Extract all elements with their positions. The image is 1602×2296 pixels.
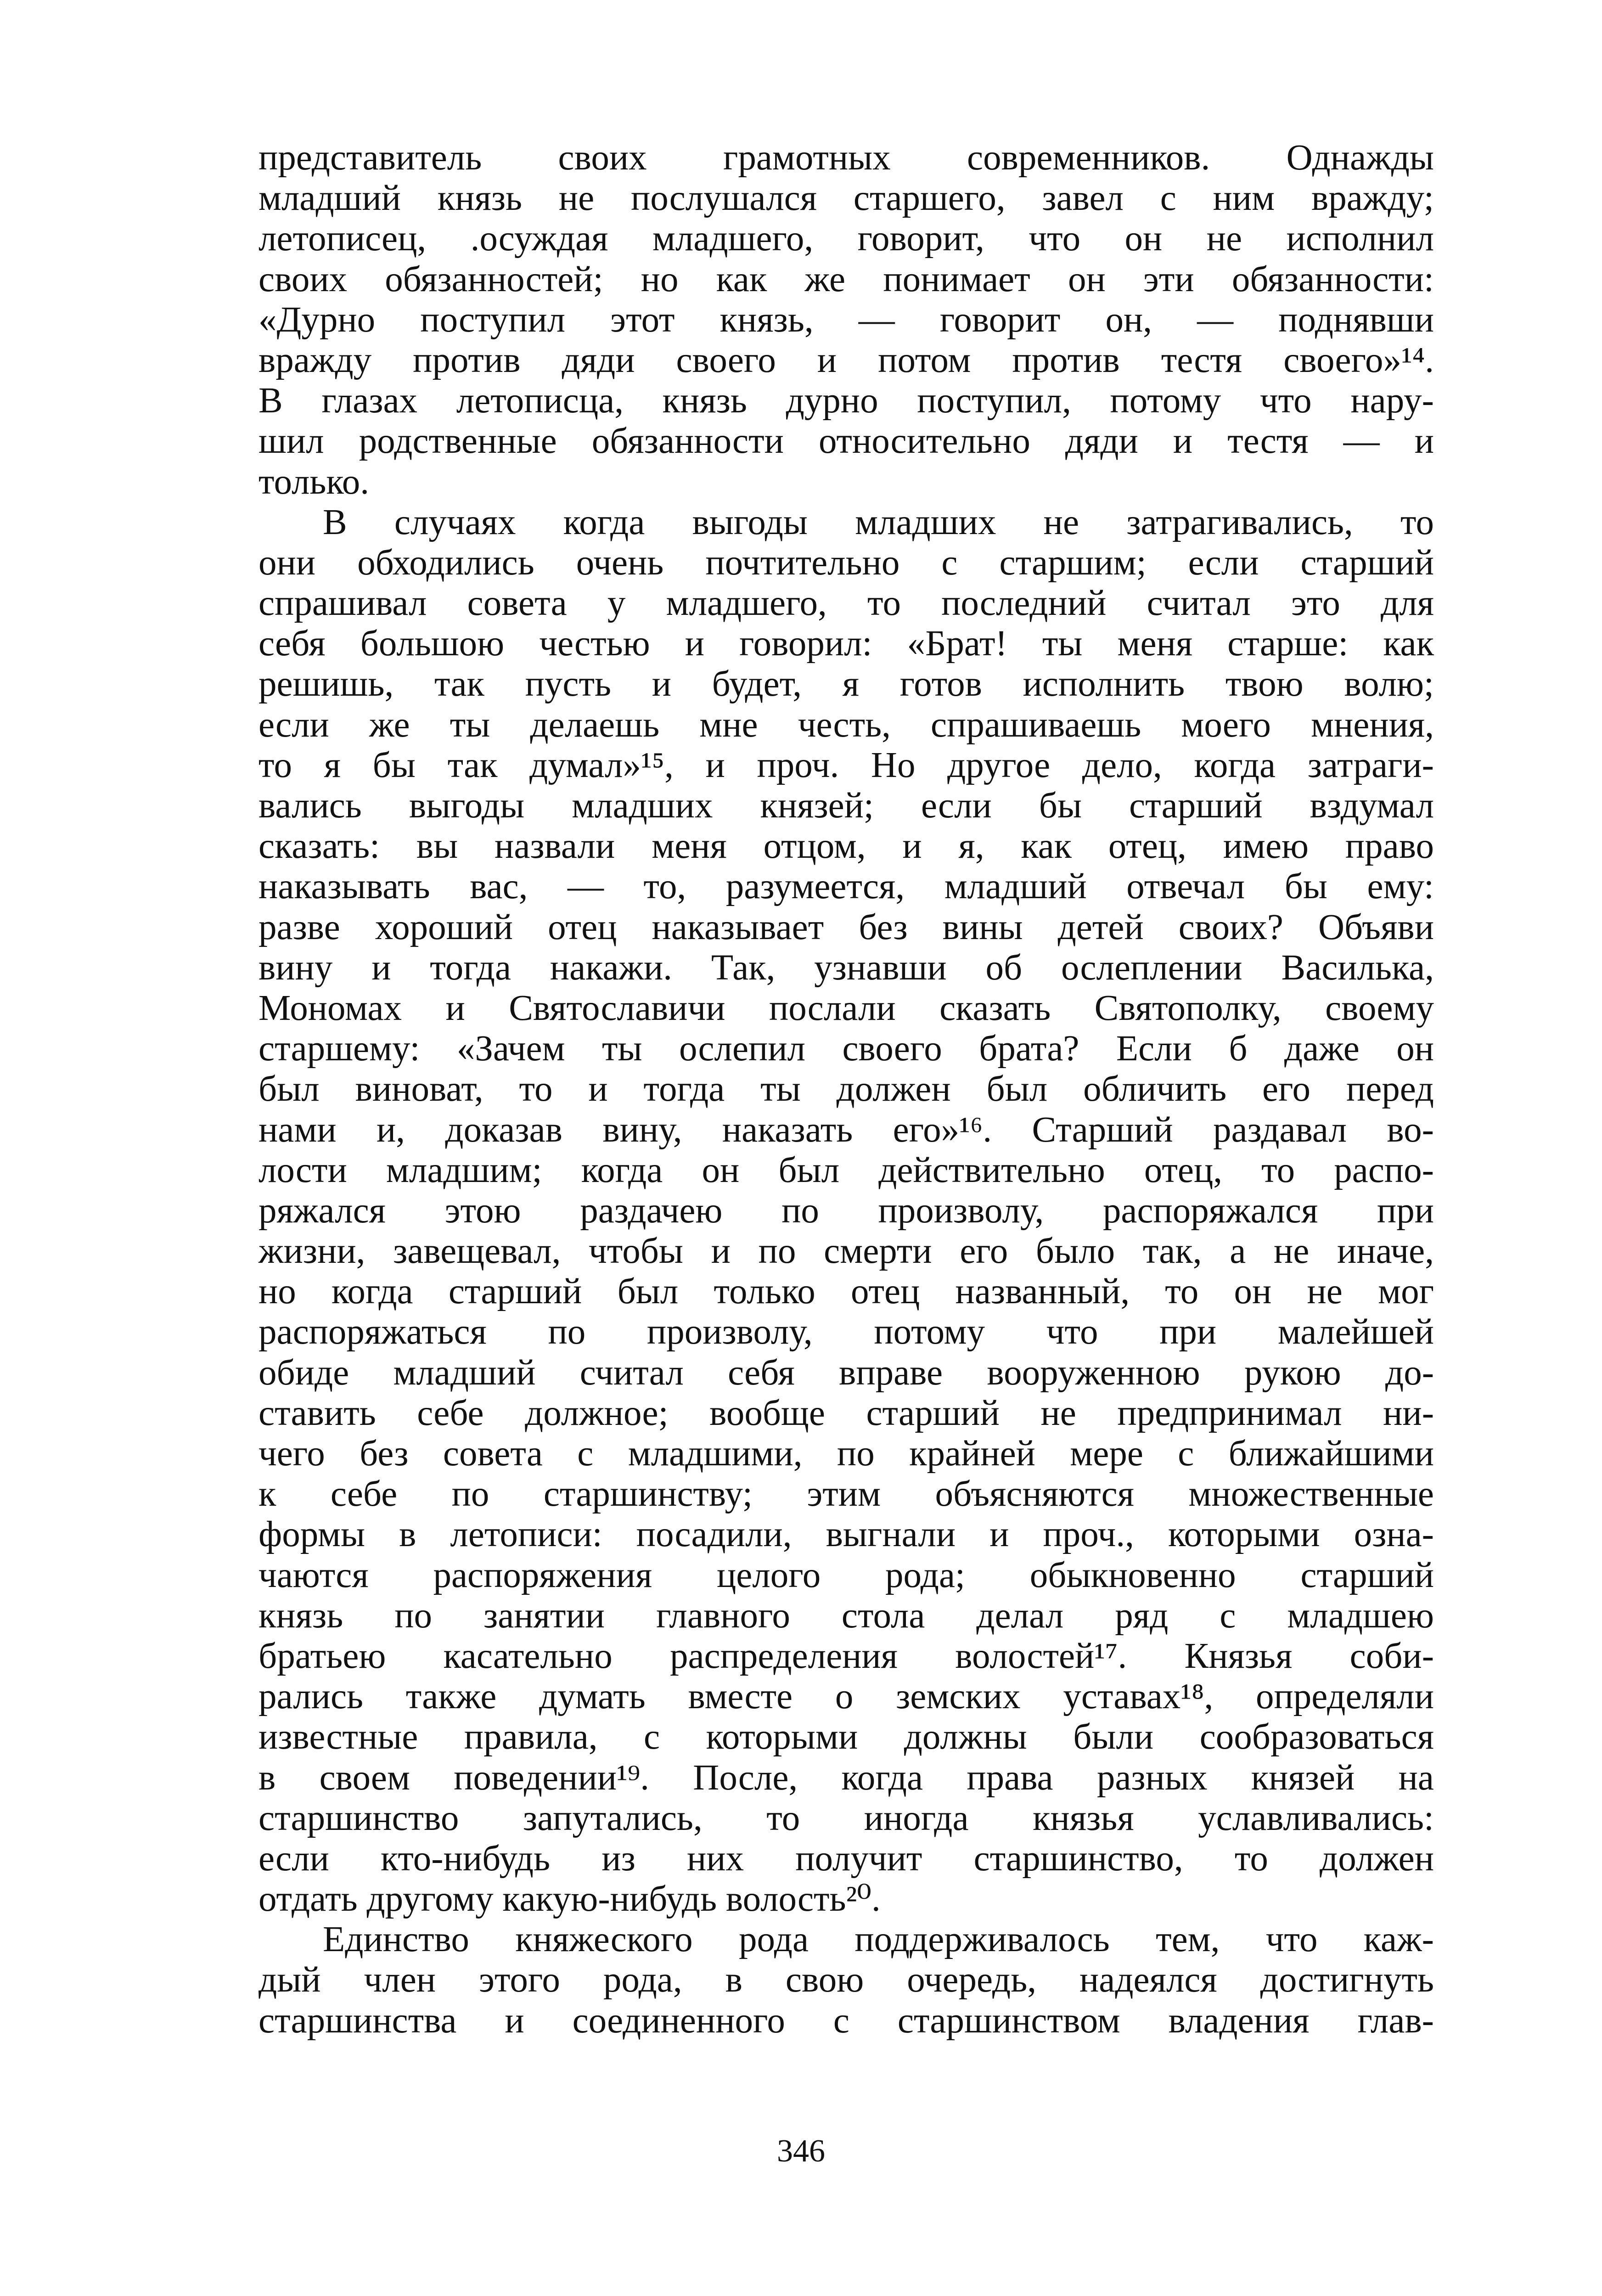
text-line: был виноват, то и тогда ты должен был обличить его перед [259,1069,1434,1109]
text-line: старшему: «Зачем ты ослепил своего брата? Если б даже он [259,1029,1434,1069]
text-line: вину и тогда накажи. Так, узнавши об ослеплении Василька, [259,947,1434,988]
text-line: вражду против дяди своего и потом против тестя своего»¹⁴. [259,340,1434,380]
text-line: себя большою честью и говорил: «Брат! ты меня старше: как [259,624,1434,664]
text-line: чаются распоряжения целого рода; обыкновенно старший [259,1555,1434,1595]
text-line: они обходились очень почтительно с старшим; если старший [259,542,1434,583]
text-line: если кто-нибудь из них получит старшинство, то должен [259,1838,1434,1879]
text-line: к себе по старшинству; этим объясняются множественные [259,1474,1434,1514]
text-line: нами и, доказав вину, наказать его»¹⁶. Старший раздавал во- [259,1109,1434,1150]
text-line: то я бы так думал»¹⁵, и проч. Но другое дело, когда затраги- [259,745,1434,785]
text-line: но когда старший был только отец названный, то он не мог [259,1272,1434,1312]
text-line: сказать: вы назвали меня отцом, и я, как отец, имею право [259,826,1434,867]
text-line: наказывать вас, — то, разумеется, младший отвечал бы ему: [259,867,1434,907]
text-line: отдать другому какую-нибудь волость²⁰. [259,1879,881,1919]
text-line: «Дурно поступил этот князь, — говорит он, — поднявши [259,299,1434,340]
text-line: обиде младший считал себя вправе вооруженною рукою до- [259,1352,1434,1393]
text-line: только. [259,461,370,502]
text-line: в своем поведении¹⁹. После, когда права разных князей на [259,1757,1434,1798]
page-number: 346 [777,2133,825,2169]
text-line: братьею касательно распределения волостей¹⁷. Князья соби- [259,1636,1434,1676]
text-line: младший князь не послушался старшего, завел с ним вражду; [259,178,1434,219]
text-line: дый член этого рода, в свою очередь, надеялся достигнуть [259,1960,1434,2000]
text-line: чего без совета с младшими, по крайней мере с ближайшими [259,1434,1434,1474]
text-line: старшинство запутались, то иногда князья уславливались: [259,1798,1434,1838]
text-line: решишь, так пусть и будет, я готов исполнить твою волю; [259,664,1434,704]
text-line: своих обязанностей; но как же понимает он эти обязанности: [259,259,1434,299]
text-line: известные правила, с которыми должны были сообразоваться [259,1717,1434,1757]
text-line: лости младшим; когда он был действительно отец, то распо- [259,1150,1434,1190]
text-line: спрашивал совета у младшего, то последний считал это для [259,583,1434,624]
text-line: князь по занятии главного стола делал ряд с младшею [259,1595,1434,1636]
text-line: В случаях когда выгоды младших не затрагивались, то [323,502,1434,542]
text-line: В глазах летописца, князь дурно поступил, потому что нару- [259,381,1434,421]
text-line: Единство княжеского рода поддерживалось тем, что каж- [323,1919,1434,1960]
text-line: рались также думать вместе о земских уставах¹⁸, определяли [259,1677,1434,1717]
body-text [259,138,1434,2041]
text-line: ряжался этою раздачею по произволу, распоряжался при [259,1190,1434,1231]
text-line: распоряжаться по произволу, потому что при малейшей [259,1312,1434,1352]
text-line: вались выгоды младших князей; если бы старший вздумал [259,786,1434,826]
text-line: представитель своих грамотных современников. Однажды [259,138,1434,178]
text-line: Мономах и Святославичи послали сказать Святополку, своему [259,988,1434,1028]
text-line: шил родственные обязанности относительно дяди и тестя — и [259,421,1434,461]
text-line: формы в летописи: посадили, выгнали и проч., которыми озна- [259,1514,1434,1555]
text-line: разве хороший отец наказывает без вины детей своих? Объяви [259,907,1434,947]
text-line: ставить себе должное; вообще старший не предпринимал ни- [259,1393,1434,1433]
text-line: если же ты делаешь мне честь, спрашиваешь моего мнения, [259,704,1434,745]
text-line: старшинства и соединенного с старшинством владения глав- [259,2000,1434,2041]
text-line: летописец, .осуждая младшего, говорит, что он не исполнил [259,219,1434,259]
text-line: жизни, завещевал, чтобы и по смерти его было так, а не иначе, [259,1231,1434,1272]
